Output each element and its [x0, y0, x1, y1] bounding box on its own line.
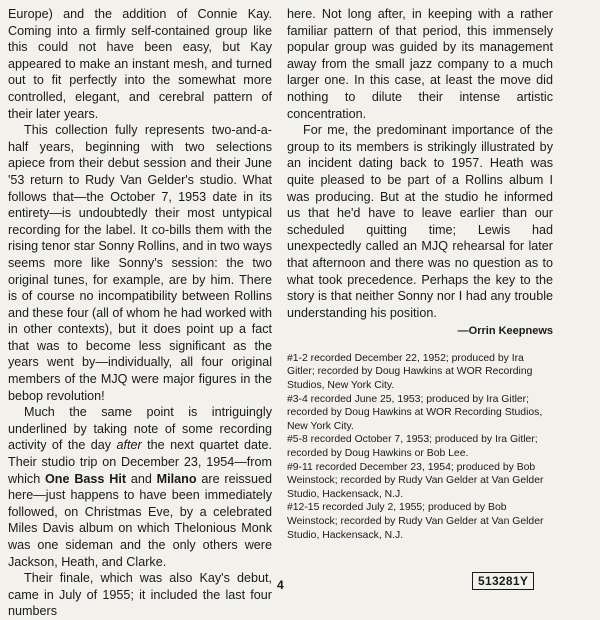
- credit-line: #9-11 recorded December 23, 1954; produced by Bob Weinstock; recorded by Rudy Van Gelder at Van Gelder Studio, Hackensack, N.J.: [287, 461, 544, 500]
- paragraph: Their finale, which was also Kay's debut, came in July of 1955; it included the last four numbers: [8, 571, 272, 619]
- credit-line: #12-15 recorded July 2, 1955; produced by Bob Weinstock; recorded by Rudy Van Gelder at Van Gelder Studio, Hackensack, N.J.: [287, 502, 544, 541]
- catalog-number-box: 513281Y: [472, 572, 534, 590]
- paragraph: here. Not long after, in keeping with a rather familiar pattern of that period, this immensely popular group was guided by its management away from the small jazz company to a much larger one. In this case, at least the move did nothing to dilute their intense artistic concentration.: [287, 7, 553, 121]
- paragraph: For me, the predominant importance of the group to its members is strikingly illustrated by an incident dating back to 1957. Heath was quite pleased to be part of a Rollins album I was producing. But at the studio he informed us that he'd have to leave earlier than our scheduled quitting time; Lewis had unexpectedly called an MJQ rehearsal for later that afternoon and there was no question as to what took precedence. Perhaps the key to the story is that neither Sonny nor I had any trouble understanding his position.: [287, 123, 553, 320]
- credit-line: #1-2 recorded December 22, 1952; produced by Ira Gitler; recorded by Doug Hawkins at WOR Recording Studios, New York City.: [287, 352, 533, 392]
- page-number: 4: [277, 578, 284, 592]
- recording-credits: [287, 352, 553, 542]
- bold-title: One Bass Hit: [45, 471, 127, 486]
- left-column: [8, 6, 272, 620]
- author-signature: —Orrin Keepnews: [457, 325, 553, 338]
- paragraph: This collection fully represents two-and-a-half years, beginning with two selections apiece from their debut session and their June '53 return to Rudy Van Gelder's studio. What follows that—the October 7, 1953 date in its entirety—is undoubtedly their most untypical recording for the label. It co-bills them with the rising tenor star Sonny Rollins, and in two ways seems more like Sonny's session: the two original tunes, for example, are by him. There is of course no incompatibility between Rollins and these four (all of whom he had worked with in other contexts), but it does point up a fact that was to become less significant as the years went by—individually, all four original members of the MJQ were major figures in the bebop revolution!: [8, 123, 272, 403]
- credit-line: #5-8 recorded October 7, 1953; produced by Ira Gitler; recorded by Doug Hawkins or Bob Lee.: [287, 434, 538, 460]
- credit-line: #3-4 recorded June 25, 1953; produced by Ira Gitler; recorded by Doug Hawkins at WOR Recording Studios, New York City.: [287, 393, 543, 432]
- right-column: [287, 6, 553, 542]
- paragraph: Europe) and the addition of Connie Kay. Coming into a firmly self-contained group like this could not have been easy, but Kay appeared to make an instant mesh, and turned out to fit perfectly into the somewhat more controlled, elegant, and cerebral pattern of their later years.: [8, 7, 272, 121]
- text-run: are reissued here—just happens to have been immediately followed, on Christmas Eve, by a celebrated Miles Davis album on which Thelonious Monk was one sideman and the only others were Jackson, Heath, and Clarke.: [8, 471, 272, 569]
- text-run: and: [126, 471, 157, 486]
- paragraph: [8, 404, 272, 570]
- italic-text: after: [116, 438, 142, 453]
- bold-title: Milano: [156, 471, 197, 486]
- text-run: the next quartet date. Their studio trip on December 23, 1954—from which: [8, 438, 272, 486]
- text-run: Much the same point is intriguingly underlined by taking note of some recording activity of the day: [8, 405, 272, 453]
